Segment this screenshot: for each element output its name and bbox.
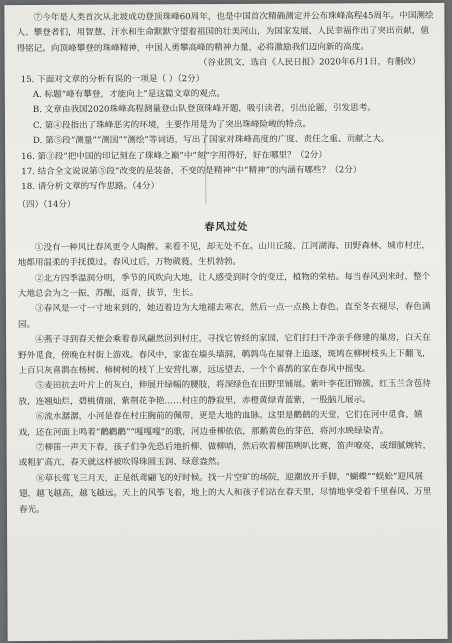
article2-paragraph-4: ④燕子寻到春天便会乘着春风翩然回到村庄，寻找它曾经的家园，它们打扫干净亲手修建的巢房，白天在野外觅食，傍晚在村街上游戏。春风中，家雀在墙头墙洞，鹌鹑鸟在屋脊上追逐，斑鸠在柳树枝头上下翻飞，上百只灰喜鹊在杨树、柿树树的枝丫上安营扎寨，远远望去，一个个喜鹊的家在春风中摇曳。: [18, 333, 431, 377]
page-text: [16, 9, 437, 518]
q15-option-b: B. 文章由我国2020珠峰高程测量登山队登顶珠峰开题，吸引读者，引出论题，引发思考。: [32, 103, 376, 116]
question-15: 15. 下面对文章的分析有误的一项是（ ）（2分）: [20, 73, 205, 85]
article2-paragraph-5: ⑤麦田抗去叶片上的灰白，伸展开绿幅的腰肢，将深绿色在田野里铺展。紫叶李花团锦簇，红玉兰含苞待放，连翘灿烂，碧桃倩丽，紫荆花争艳……村庄的静寂里，赤橙黄绿青蓝紫，一股脑儿展示。: [18, 379, 431, 407]
article2-paragraph-8: ⑧草长莺飞三月天，正是纸鸢翩飞的好时候。找一片空旷的场院，迎潮放开手脚，“蝴蝶”“蜈蚣”迎风展翅，越飞越高，越飞越远。天上的风筝飞着，地上的大人和孩子们站在春天里，尽情地享受着千里春风、万里春光。: [18, 471, 432, 515]
question-16: 16. 第③段“把中国的印记刻在了珠峰之巅”中“刻”字用得好，好在哪里？（2分）: [21, 150, 328, 162]
q15-option-a: A. 标题“峰有攀登，才能向上”是这篇文章的观点。: [32, 89, 226, 101]
section-4-label: （四）（14分）: [17, 199, 76, 210]
article2-paragraph-2: ②北方四季温润分明，季节的风吹向大地，让人感受到时令的变迁，植物的荣枯。每当春风到来时，整个大地总会为之一振，苏醒，返青，拔节，生长。: [17, 271, 431, 299]
exam-paper: [4, 3, 447, 641]
q15-option-d: D. 第⑤段“测量”“测国”“测绘”等词语，写出了国家对珠峰高度的广度、责任之重、贡献之大。: [33, 134, 390, 147]
q15-option-c: C. 第④段指出了珠峰恶劣的环境，主要作用是为了突出珠峰险峻的特点。: [32, 119, 312, 131]
section-4-title: 春风过处: [204, 222, 249, 234]
article2-paragraph-7: ⑦柳笛一声天下春，孩子们争先恐后地折柳、做柳哨，然后吹着柳笛咧叭比赛，笛声嘹亮，或细腻婉转，或粗犷高亢，春天就这样被吹得珠圆玉润、绿意盎然。: [18, 440, 432, 469]
question-18: 18. 请分析文章的写作思路。（4分）: [21, 181, 160, 193]
article2-paragraph-6: ⑥流水潺潺，小河是春在村庄胸前的佩带，更是大地的血脉。这里是鹳鹤的天堂，它们在河中觅食、嬉戏，还在河面上鸣着“鹳鹳鹳”“嘎嘎嘎”的歌，河边垂柳依依，那鹅黄色的芽芭，将河水映绿染青。: [18, 410, 423, 438]
article2-paragraph-1: ①没有一种风比春风更令人陶醉。来看不见，却无处不在。山川丘陵、江河湖海、田野森林、城市村庄，地都用温柔的手抚摸过。春风过后，万物葳蕤，生机勃勃。: [17, 240, 431, 269]
article1-source: （谷业凯文，选自《人民日报》2020年6月1日，有删改）: [198, 57, 421, 69]
article2-paragraph-3: ③春风是一寸一寸地来到的，她迈着边为大地褪去寒衣，然后一点一点换上春色，直至冬衣褪尽，春色满园。: [17, 302, 431, 330]
question-17: 17. 结合全文说说第⑤段“改变的是装备，不变的是精神”中“精神”的内涵有哪些？（2分）: [21, 165, 362, 178]
article1-paragraph-7: ⑦今年是人类首次从北坡成功登顶珠峰60周年，也是中国首次精确测定并公布珠峰高程45周年。中国测绘人、攀登者们，用智慧、汗水和生命默默守望着祖国的壮美河山，为国家发展、人民幸福作出了突出贡献，值得铭记。向顶峰攀登的珠峰精神，中国人勇攀高峰的精神力量，必将激励我们迈向新的高度。: [16, 10, 434, 54]
